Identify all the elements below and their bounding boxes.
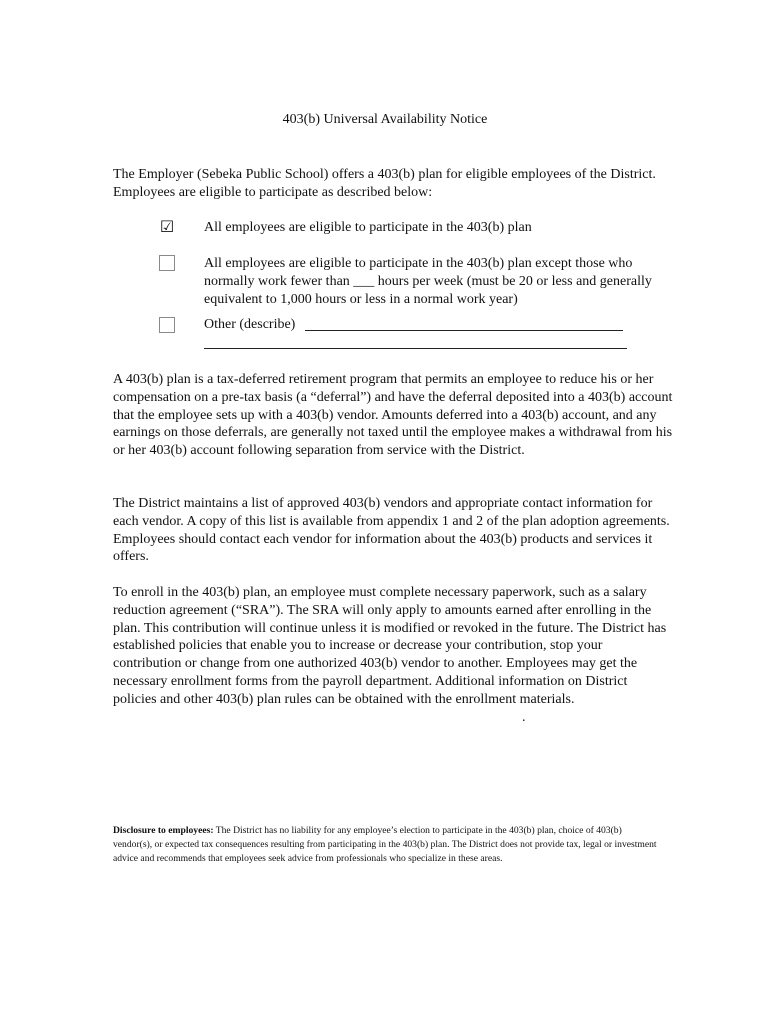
paragraph-vendors: The District maintains a list of approved 403(b) vendors and appropriate contact information for each vendor. A copy of this list is available from appendix 1 and 2 of the plan adoption agreements. Employees should contact each vendor for information about the 403(b) products and services it offers. — [113, 496, 670, 565]
other-describe-line-2[interactable] — [204, 348, 627, 349]
intro-paragraph: The Employer (Sebeka Public School) offers a 403(b) plan for eligible employees of the District. Employees are eligible to participate as described below: — [113, 167, 656, 200]
paragraph-enroll: To enroll in the 403(b) plan, an employee must complete necessary paperwork, such as a salary reduction agreement (“SRA”). The SRA will only apply to amounts earned after enrolling in the plan. This contribution will continue unless it is modified or revoked in the future. The District has established policies that enable you to increase or decrease your contribution, stop your contribution or change from one authorized 403(b) vendor to another. Employees may get the necessary enrollment forms from the payroll department. Additional information on District policies and other 403(b) plan rules can be obtained with the enrollment materials. — [113, 585, 667, 707]
option-3-checkbox[interactable] — [159, 317, 175, 333]
option-1-checkbox[interactable]: ☑ — [159, 217, 175, 236]
page-title: 403(b) Universal Availability Notice — [282, 112, 488, 127]
paragraph-tax-deferred: A 403(b) plan is a tax-deferred retirement program that permits an employee to reduce his or her compensation on a pre-tax basis (a “deferral”) and have the deferral deposited into a 403(b) account that the employee sets up with a 403(b) vendor. Amounts deferred into a 403(b) account, and any earnings on those deferrals, are generally not taxed until the employee makes a withdrawal from his or her 403(b) account following separation from service with the District. — [113, 372, 673, 459]
disclosure-block — [113, 824, 658, 866]
option-2-label: All employees are eligible to participate in the 403(b) plan except those who normally work fewer than ___ hours per week (must be 20 or less and generally equivalent to 1,000 hours or less in a normal work year) — [204, 256, 652, 307]
disclosure-text: The District has no liability for any employee’s election to participate in the 403(b) plan, choice of 403(b) vendor(s), or expected tax consequences resulting from participating in the 403(b) plan. The District does not provide tax, legal or investment advice and recommends that employees seek advice from professionals who specialize in these areas. — [113, 825, 657, 864]
other-describe-line-1[interactable] — [305, 330, 623, 331]
option-3-label: Other (describe) — [204, 317, 296, 332]
option-2-checkbox[interactable] — [159, 255, 175, 271]
disclosure-label: Disclosure to employees: — [113, 825, 214, 836]
trailing-mark: . — [522, 710, 526, 725]
option-1-label: All employees are eligible to participate in the 403(b) plan — [204, 220, 532, 235]
